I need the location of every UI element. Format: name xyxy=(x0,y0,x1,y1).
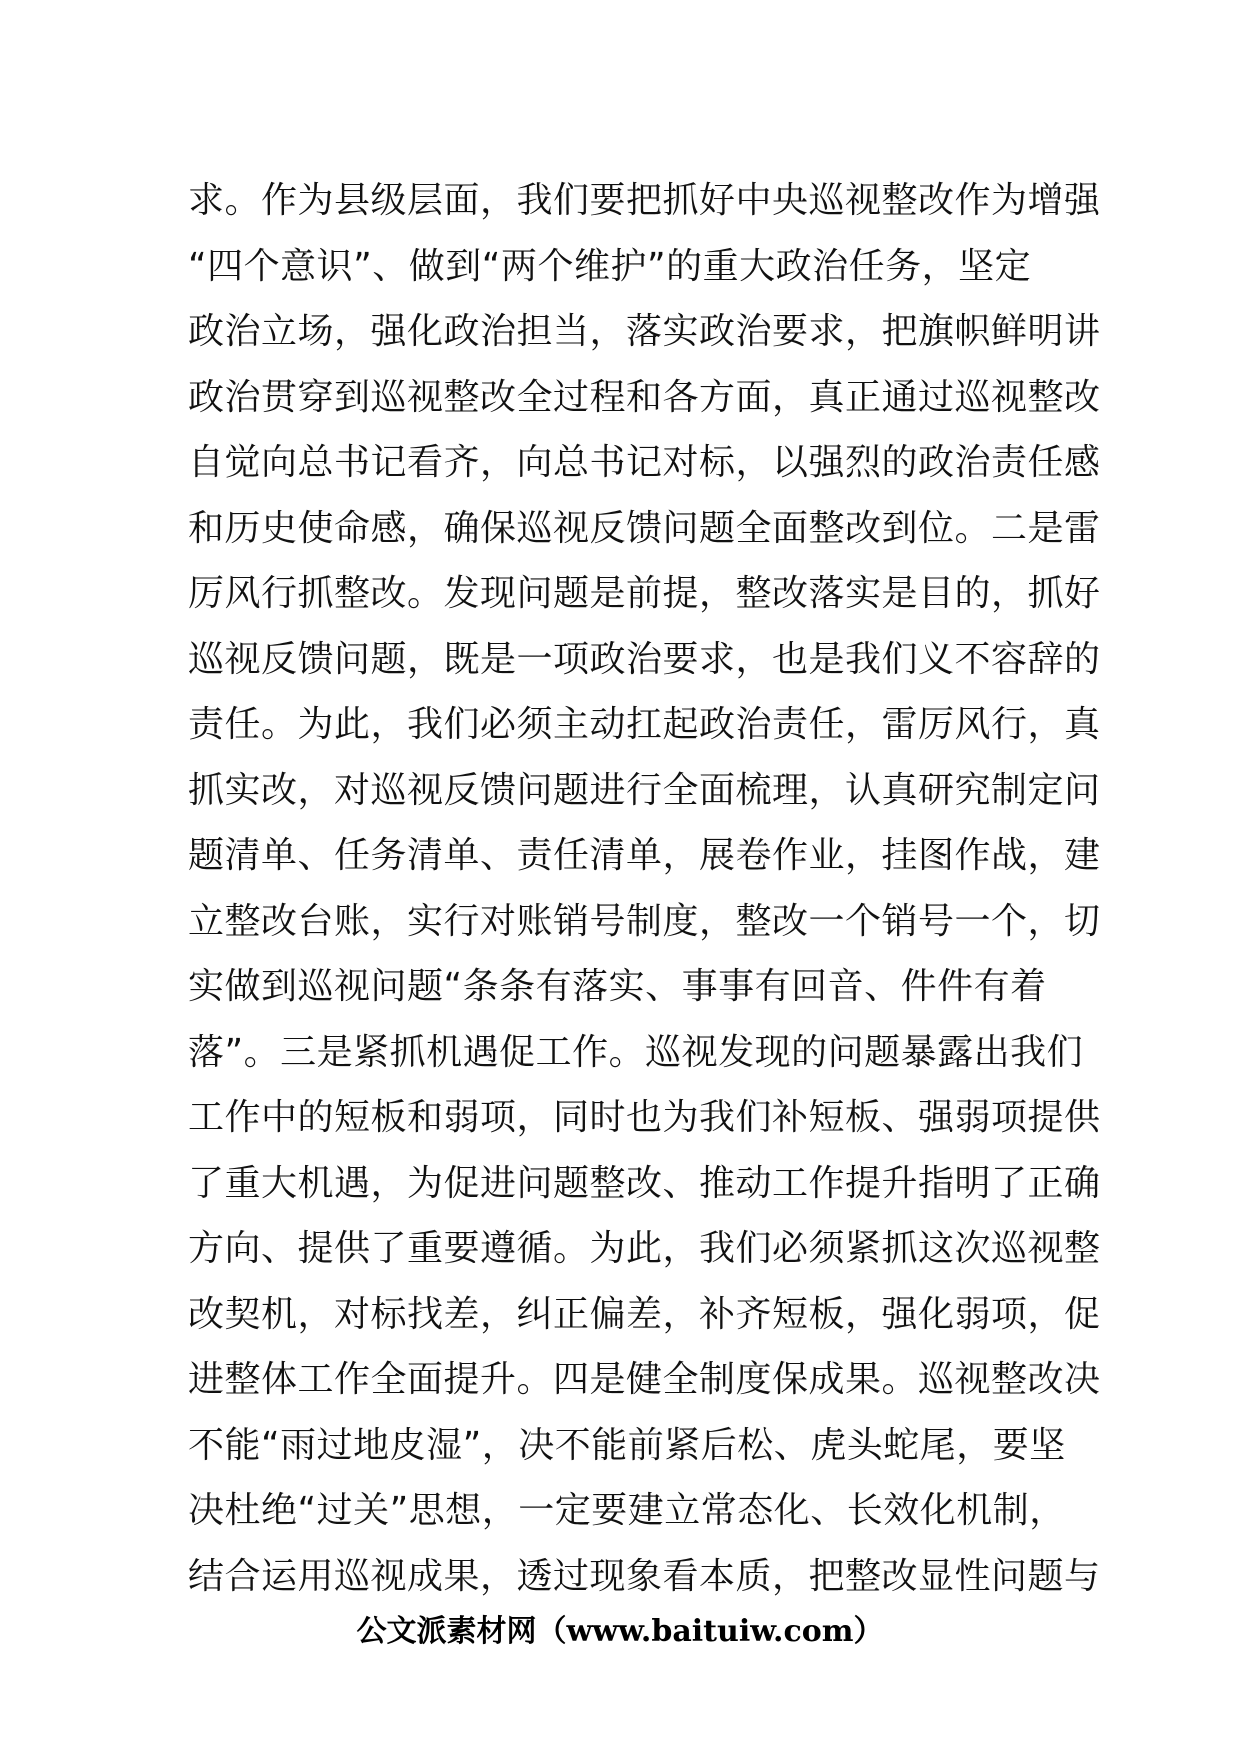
text-line: 题清单、任务清单、责任清单，展卷作业，挂图作战，建 xyxy=(188,835,1101,876)
text-line: 和历史使命感，确保巡视反馈问题全面整改到位。二是雷 xyxy=(188,507,1101,549)
text-line: 实做到巡视问题“条条有落实、事事有回音、件件有着 xyxy=(188,966,1047,1007)
text-line: 求。作为县级层面，我们要把抓好中央巡视整改作为增强 xyxy=(188,180,1101,221)
text-line: 决杜绝“过关”思想，一定要建立常态化、长效化机制， xyxy=(188,1490,1066,1531)
text-line: 方向、提供了重要遵循。为此，我们必须紧抓这次巡视整 xyxy=(188,1228,1101,1269)
text-line: 抓实改，对巡视反馈问题进行全面梳理，认真研究制定问 xyxy=(188,769,1101,811)
text-line: 政治贯穿到巡视整改全过程和各方面，真正通过巡视整改 xyxy=(188,376,1101,418)
text-line: 立整改台账，实行对账销号制度，整改一个销号一个，切 xyxy=(188,900,1101,942)
text-line: 了重大机遇，为促进问题整改、推动工作提升指明了正确 xyxy=(188,1162,1101,1204)
text-line: 进整体工作全面提升。四是健全制度保成果。巡视整改决 xyxy=(188,1359,1101,1400)
text-line: 结合运用巡视成果，透过现象看本质，把整改显性问题与 xyxy=(188,1555,1101,1597)
page-footer: 公文派素材网（www.baituiw.com） xyxy=(356,1614,884,1649)
text-line: 落”。三是紧抓机遇促工作。巡视发现的问题暴露出我们 xyxy=(188,1031,1084,1073)
text-line: 自觉向总书记看齐，向总书记对标，以强烈的政治责任感 xyxy=(188,442,1101,483)
text-line: “四个意识”、做到“两个维护”的重大政治任务，坚定 xyxy=(188,245,1032,287)
text-line: 责任。为此，我们必须主动扛起政治责任，雷厉风行，真 xyxy=(188,704,1101,745)
text-line: 巡视反馈问题，既是一项政治要求，也是我们义不容辞的 xyxy=(188,638,1101,680)
text-line: 改契机，对标找差，纠正偏差，补齐短板，强化弱项，促 xyxy=(188,1293,1101,1335)
text-line: 不能“雨过地皮湿”，决不能前紧后松、虎头蛇尾，要坚 xyxy=(188,1424,1066,1466)
text-line: 厉风行抓整改。发现问题是前提，整改落实是目的，抓好 xyxy=(188,573,1101,614)
text-line: 工作中的短板和弱项，同时也为我们补短板、强弱项提供 xyxy=(188,1097,1101,1138)
text-line: 政治立场，强化政治担当，落实政治要求，把旗帜鲜明讲 xyxy=(188,311,1101,352)
body-paragraph xyxy=(188,168,1101,1609)
